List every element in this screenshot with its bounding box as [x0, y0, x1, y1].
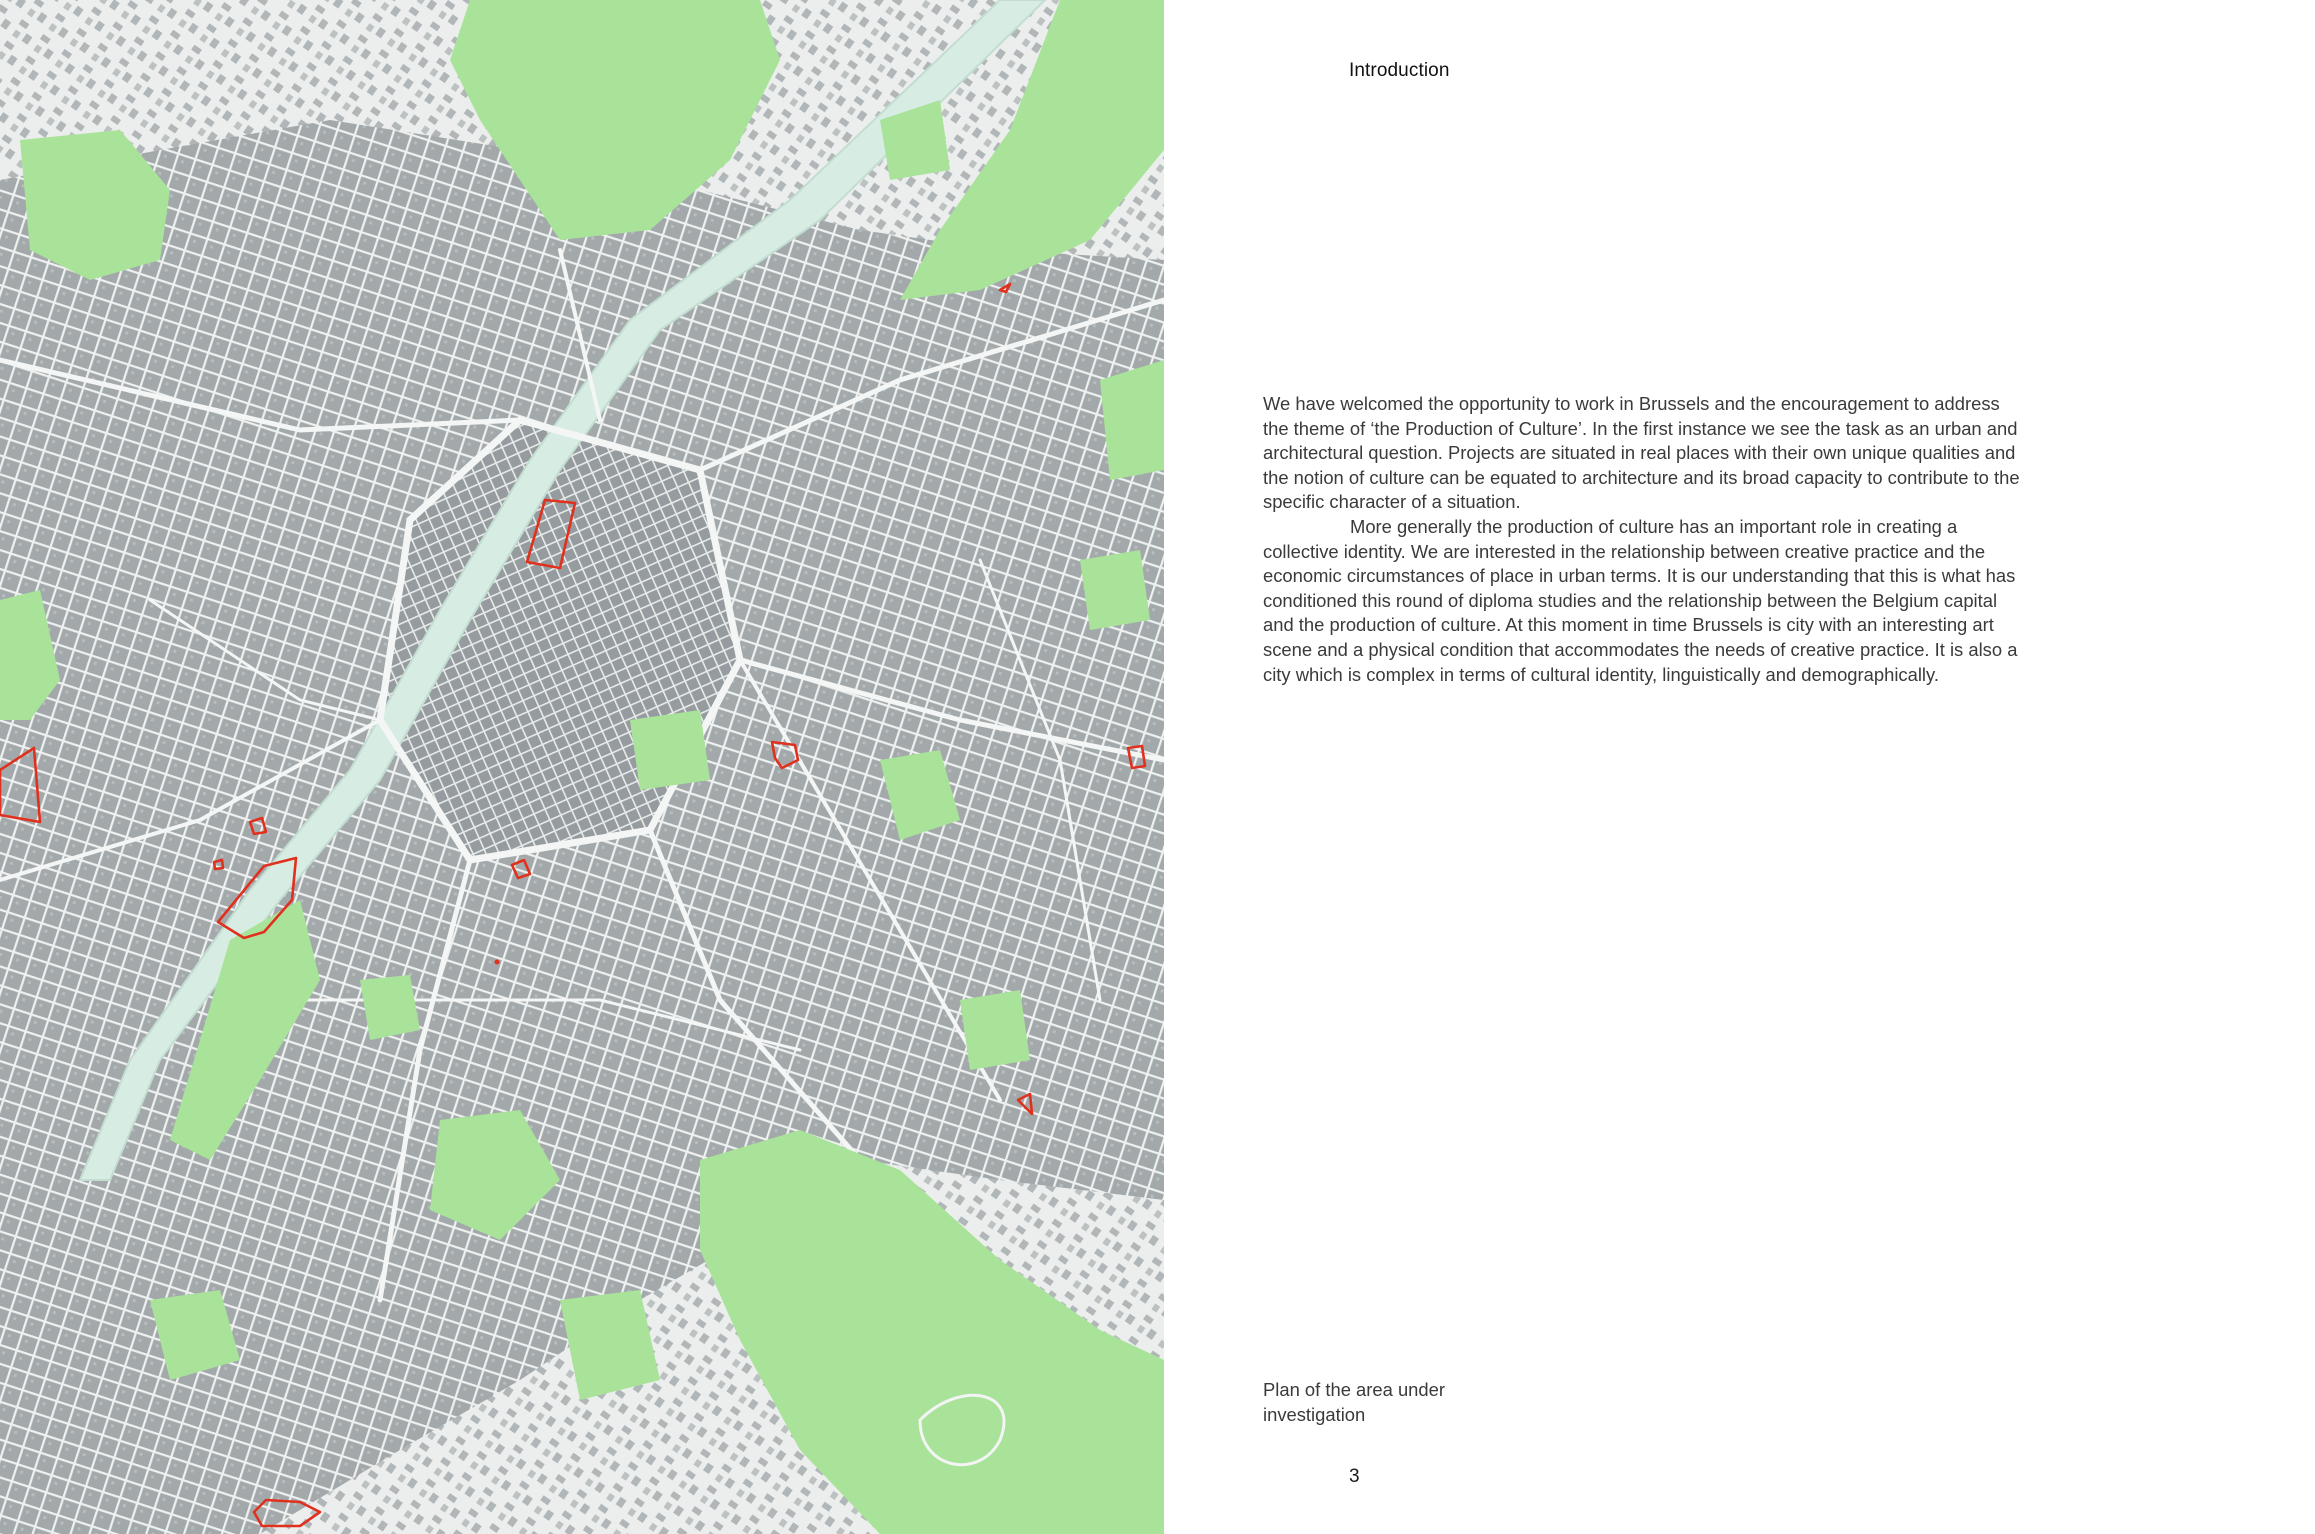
section-heading: Introduction [1349, 60, 1450, 81]
paragraph-2: More generally the production of culture has an important role in creating a collective identity. We are interested in the relationship between creative practice and the economic circumstances of place in urban terms. It is our understanding that this is what has conditioned this round of diploma studies and the relationship between the Belgium capital and the production of culture. At this moment in time Brussels is city with an interesting art scene and a physical condition that accommodates the needs of creative practice. It is also a city which is complex in terms of cultural identity, linguistically and demographically. [1263, 515, 2018, 685]
page-number: 3 [1349, 1466, 1360, 1487]
site-marker [495, 960, 500, 965]
paragraph-1: We have welcomed the opportunity to work in Brussels and the encouragement to address the theme of ‘the Production of Culture’. In the first instance we see the task as an urban and architectural question. Projects are situated in real places with their own unique qualities and the notion of culture can be equated to architecture and its broad capacity to contribute to the specific character of a situation. [1263, 393, 2020, 513]
park-east-edge [1100, 360, 1164, 480]
introduction-text [1263, 392, 2023, 687]
park-center-east [630, 710, 710, 790]
map-caption: Plan of the area under investigation [1263, 1379, 1445, 1425]
